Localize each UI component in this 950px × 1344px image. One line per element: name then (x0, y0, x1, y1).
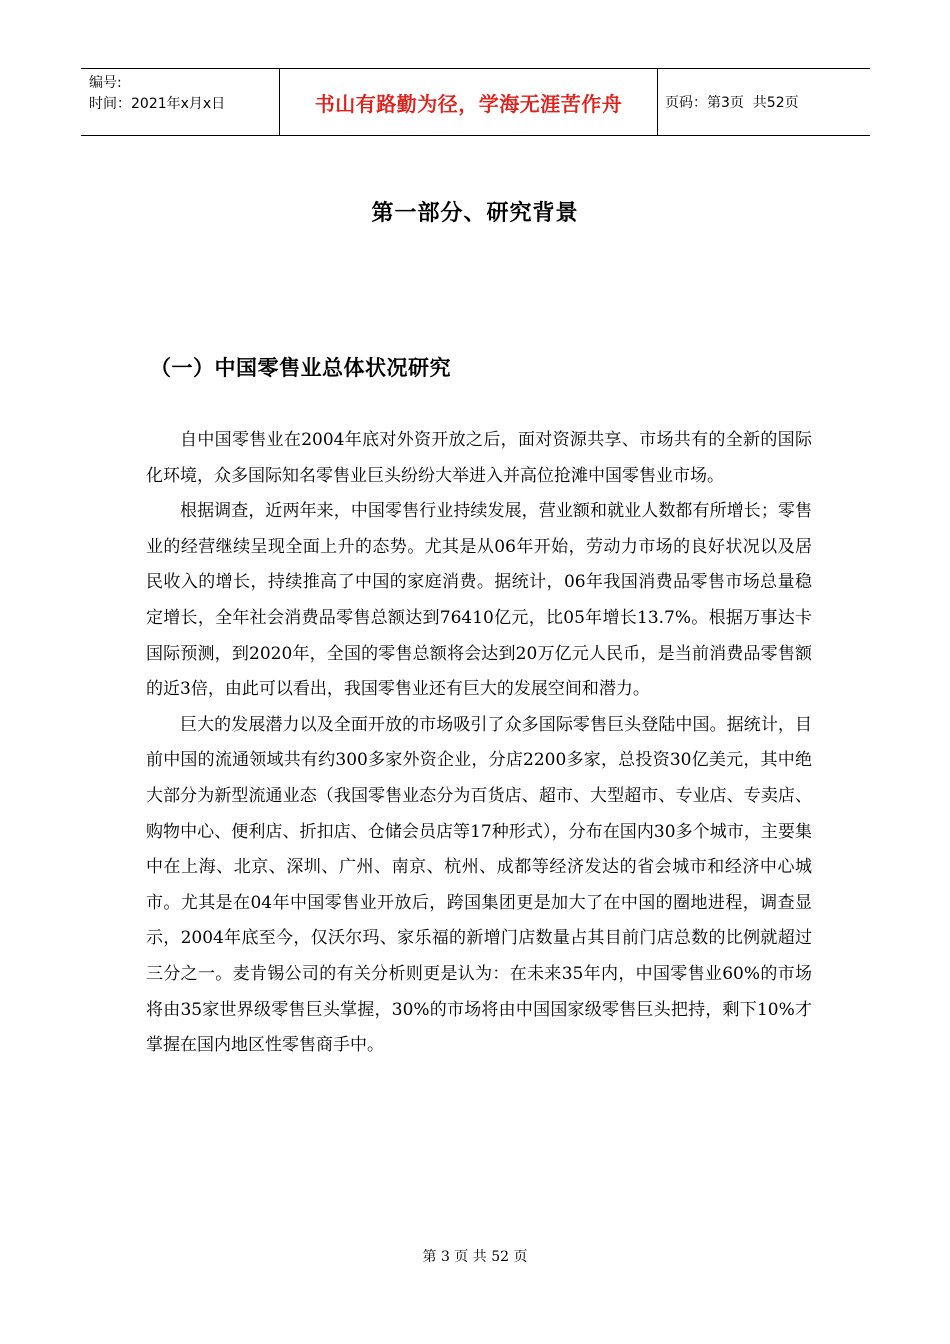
document-title: 第一部分、研究背景 (371, 201, 579, 226)
header-meta (81, 69, 280, 135)
time-label: 时间：2021年x月x日 (89, 96, 226, 112)
section-heading: （一）中国零售业总体状况研究 (150, 356, 451, 380)
page-header (81, 68, 870, 136)
serial-label: 编号: (89, 75, 122, 91)
header-motto: 书山有路勤为径，学海无涯苦作舟 (280, 69, 658, 135)
page-footer: 第 3 页 共 52 页 (422, 1249, 528, 1265)
paragraph: 巨大的发展潜力以及全面开放的市场吸引了众多国际零售巨头登陆中国。据统计，目前中国的流通领域共有约300多家外资企业，分店2200多家，总投资30亿美元，其中绝大部分为新型流通业态（我国零售业态分为百货店、超市、大型超市、专业店、专卖店、购物中心、便利店、折扣店、仓储会员店等17种形式），分布在国内30多个城市，主要集中在上海、北京、深圳、广州、南京、杭州、成都等经济发达的省会城市和经济中心城市。尤其是在04年中国零售业开放后，跨国集团更是加大了在中国的圈地进程，调查显示，2004年底至今，仅沃尔玛、家乐福的新增门店数量占其目前门店总数的比例就超过三分之一。麦肯锡公司的有关分析则更是认为：在未来35年内，中国零售业60%的市场将由35家世界级零售巨头掌握，30%的市场将由中国国家级零售巨头把持，剩下10%才掌握在国内地区性零售商手中。 (146, 714, 812, 1056)
paragraph: 自中国零售业在2004年底对外资开放之后，面对资源共享、市场共有的全新的国际化环境，众多国际知名零售业巨头纷纷大举进入并高位抢滩中国零售业市场。 (146, 430, 812, 486)
header-page-info: 页码：第3页 共52页 (665, 95, 799, 111)
paragraph: 根据调查，近两年来，中国零售行业持续发展，营业额和就业人数都有所增长；零售业的经营继续呈现全面上升的态势。尤其是从06年开始，劳动力市场的良好状况以及居民收入的增长，持续推高了中国的家庭消费。据统计，06年我国消费品零售市场总量稳定增长，全年社会消费品零售总额达到76410亿元，比05年增长13.7%。根据万事达卡国际预测，到2020年，全国的零售总额将会达到20万亿元人民币，是当前消费品零售额的近3倍，由此可以看出，我国零售业还有巨大的发展空间和潜力。 (146, 501, 812, 700)
document-body (146, 423, 812, 1064)
